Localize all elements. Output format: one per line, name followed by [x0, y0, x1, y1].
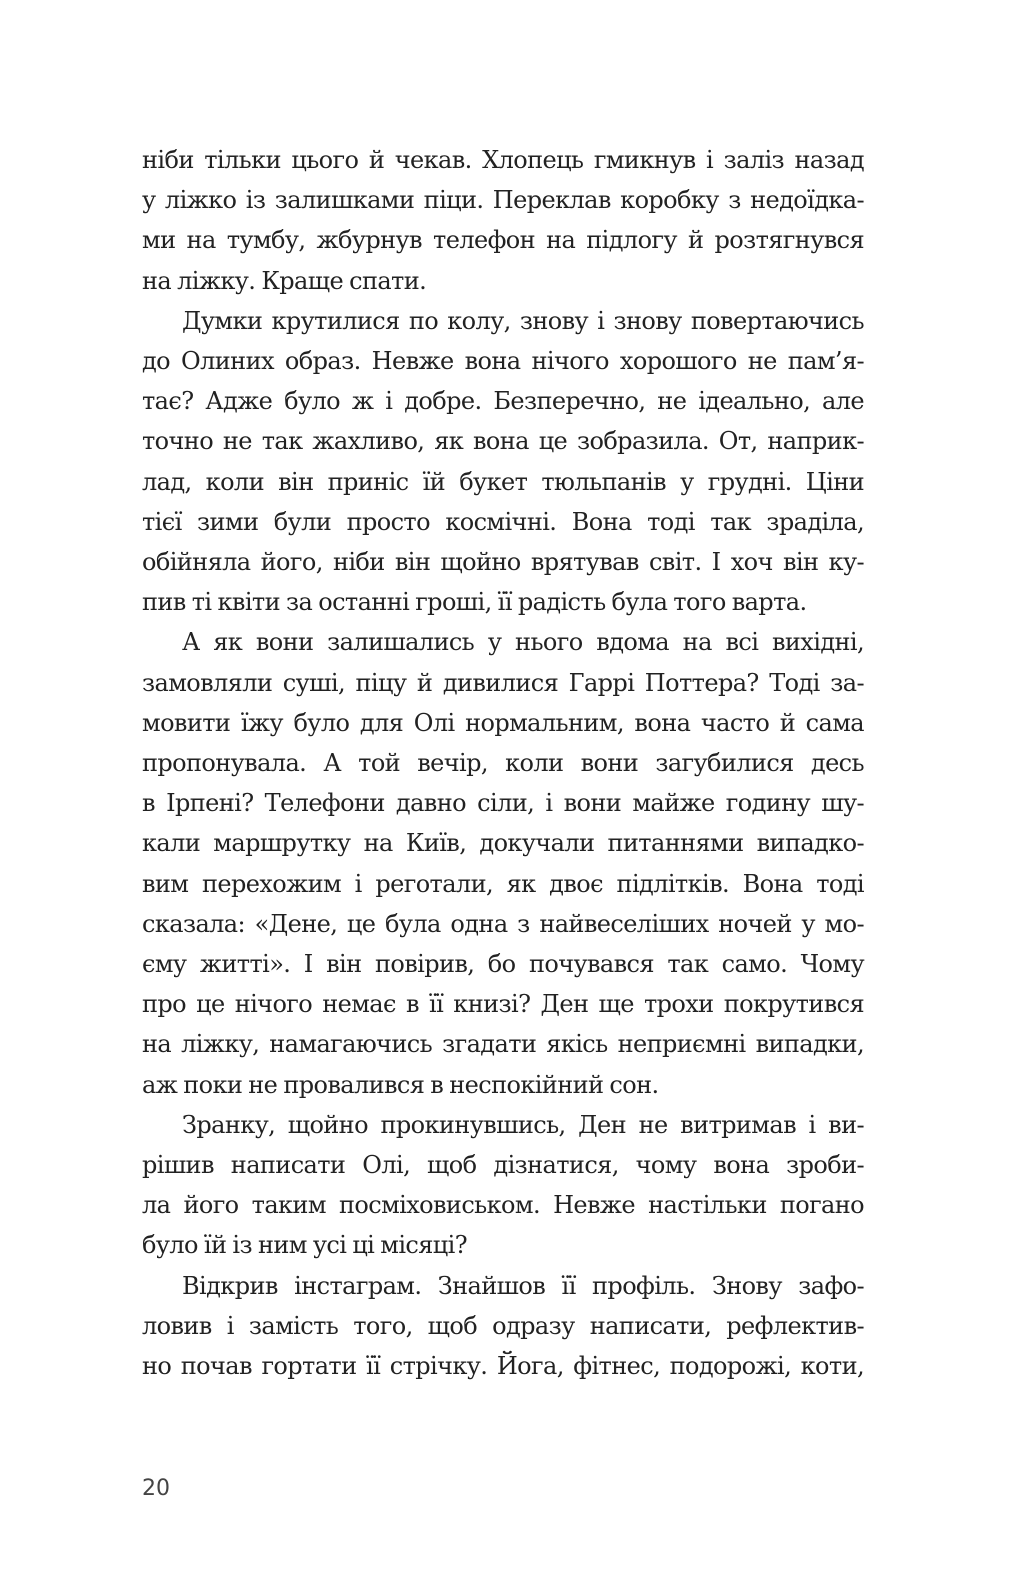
text-line: на ліжку. Краще спати.: [142, 266, 427, 295]
text-line: до Олиних образ. Невже вона нічого хорошого не пам’я-: [142, 347, 864, 376]
text-line: ми на тумбу, жбурнув телефон на підлогу й розтягнувся: [142, 226, 864, 255]
text-line: тієї зими були просто космічні. Вона тоді так зраділа,: [142, 507, 864, 536]
paragraph: [142, 301, 864, 623]
text-line: рішив написати Олі, щоб дізнатися, чому вона зроби-: [142, 1151, 864, 1180]
text-line: у ліжко із залишками піци. Переклав коробку з недоїдка-: [142, 186, 864, 215]
text-line: Зранку, щойно прокинувшись, Ден не витримав і ви-: [182, 1110, 864, 1139]
text-line: пропонувала. А той вечір, коли вони загубилися десь: [142, 749, 864, 778]
text-line: про це нічого немає в її книзі? Ден ще трохи покрутився: [142, 990, 864, 1019]
paragraph: [142, 140, 864, 301]
text-line: точно не так жахливо, як вона це зобразила. От, наприк-: [142, 427, 864, 456]
paragraph: [142, 622, 864, 1104]
text-line: ловив і замість того, щоб одразу написати, рефлектив-: [142, 1311, 864, 1340]
text-line: ніби тільки цього й чекав. Хлопець гмикнув і заліз назад: [142, 146, 864, 174]
text-line: Відкрив інстаграм. Знайшов її профіль. Знову зафо-: [182, 1271, 864, 1300]
text-line: на ліжку, намагаючись згадати якісь неприємні випадки,: [142, 1030, 864, 1059]
text-line: Думки крутилися по колу, знову і знову повертаючись: [182, 306, 864, 335]
text-line: єму житті». І він повірив, бо почувався так само. Чому: [142, 950, 864, 979]
text-line: пив ті квіти за останні гроші, її радість була того варта.: [142, 588, 807, 617]
text-line: но почав гортати її стрічку. Йога, фітнес, подорожі, коти,: [142, 1352, 864, 1381]
text-line: А як вони залишались у нього вдома на всі вихідні,: [182, 628, 864, 657]
text-line: тає? Адже було ж і добре. Безперечно, не ідеально, але: [142, 387, 864, 416]
text-line: мовити їжу було для Олі нормальним, вона часто й сама: [142, 708, 864, 737]
text-line: ла його таким посміховиськом. Невже настільки погано: [142, 1191, 864, 1220]
paragraph: [142, 1266, 864, 1387]
text-line: в Ірпені? Телефони давно сіли, і вони майже годину шу-: [142, 789, 864, 818]
text-line: кали маршрутку на Київ, докучали питаннями випадко-: [142, 829, 864, 858]
text-line: обійняла його, ніби він щойно врятував світ. І хоч він ку-: [142, 548, 864, 577]
page-number: 20: [142, 1476, 170, 1501]
text-line: вим перехожим і реготали, як двоє підлітків. Вона тоді: [142, 869, 864, 898]
text-line: аж поки не провалився в неспокійний сон.: [142, 1070, 659, 1099]
body-text: [142, 140, 864, 1386]
text-line: лад, коли він приніс їй букет тюльпанів у грудні. Ціни: [142, 467, 864, 496]
text-line: замовляли суші, піцу й дивилися Гаррі Поттера? Тоді за-: [142, 668, 864, 697]
text-line: сказала: «Дене, це була одна з найвеселіших ночей у мо-: [142, 909, 864, 938]
paragraph: [142, 1105, 864, 1266]
text-line: було їй із ним усі ці місяці?: [142, 1231, 467, 1260]
